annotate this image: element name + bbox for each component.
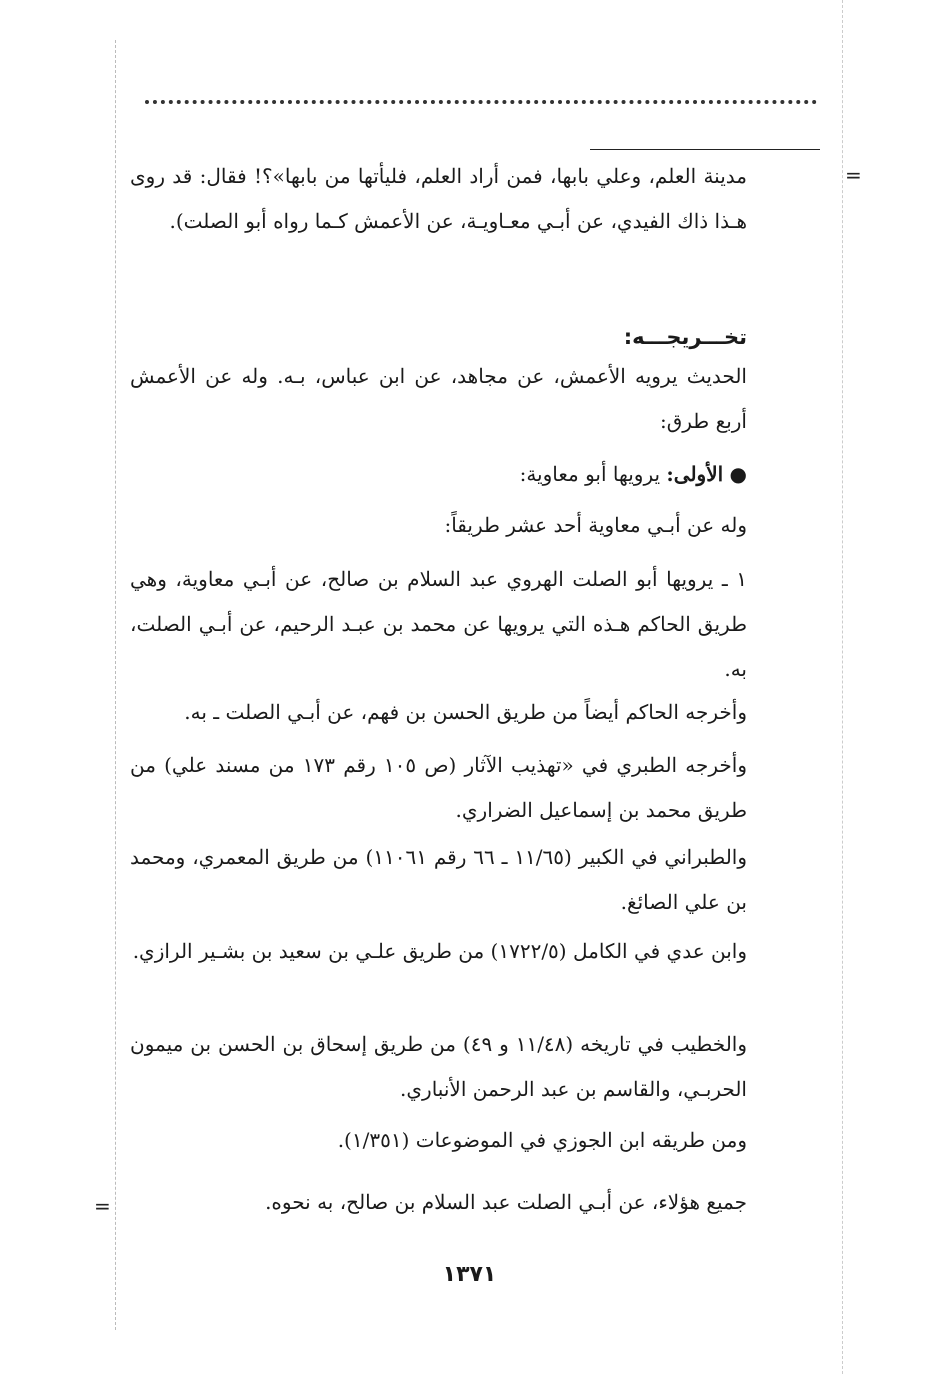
sub-intro-paragraph: وله عن أبـي معاوية أحد عشر طريقاً: xyxy=(444,513,747,537)
dotted-separator xyxy=(145,100,817,104)
tabari-paragraph: وأخرجه الطبري في «تهذيب الآثار (ص ١٠٥ رقم ١٧٣ من مسند علي) من طريق محمد بن إسماعيل الضراري. xyxy=(130,753,748,822)
left-margin-line xyxy=(115,40,116,1330)
continuation-mark-bottom: = xyxy=(94,1194,111,1218)
continuation-mark-top: = xyxy=(845,163,862,187)
intro-paragraph: الحديث يرويه الأعمش، عن مجاهد، عن ابن عباس، بـه. وله عن الأعمش أربع طرق: xyxy=(130,364,747,433)
summary-paragraph: جميع هؤلاء، عن أبـي الصلت عبد السلام بن صالح، به نحوه. xyxy=(265,1190,747,1214)
bullet-text: يرويها أبو معاوية: xyxy=(519,462,661,486)
ibn-jawzi-paragraph: ومن طريقه ابن الجوزي في الموضوعات (١/٣٥١). xyxy=(337,1128,747,1152)
item-1-paragraph: ١ ـ يرويها أبو الصلت الهروي عبد السلام بن صالح، عن أبـي معاوية، وهي طريق الحاكم هـذه التي يرويها عن محمد بن عبـد الرحيم، عن أبـي الصلت، به. xyxy=(130,567,747,681)
bullet-label: الأولى: xyxy=(666,462,724,486)
tabarani-paragraph: والطبراني في الكبير (١١/٦٥ ـ ٦٦ رقم ١١٠٦١) من طريق المعمري، ومحمد بن علي الصائغ. xyxy=(130,845,748,914)
ibn-adi-paragraph: وابن عدي في الكامل (١٧٢٢/٥) من طريق علـي بن سعيد بن بشـير الرازي. xyxy=(132,939,747,963)
bullet-line xyxy=(130,452,747,497)
quote-paragraph: مدينة العلم، وعلي بابها، فمن أراد العلم، فليأتها من بابها»؟! فقال: قد روى هـذا ذاك الفيدي، عن أبـي معـاويـة، عن الأعمش كـما رواه أبو الصلت). xyxy=(130,164,747,233)
hakim-paragraph: وأخرجه الحاكم أيضاً من طريق الحسن بن فهم، عن أبـي الصلت ـ به. xyxy=(184,700,747,724)
right-margin-line xyxy=(842,0,843,1374)
khatib-paragraph: والخطيب في تاريخه (١١/٤٨ و ٤٩) من طريق إسحاق بن الحسن بن ميمون الحربـي، والقاسم بن عبد الرحمن الأنباري. xyxy=(130,1032,748,1101)
section-heading: تخـــريجـــه: xyxy=(623,325,747,349)
page-number: ١٣٧١ xyxy=(442,1262,497,1287)
footnote-rule xyxy=(590,149,820,150)
bullet-icon: ● xyxy=(729,462,747,486)
